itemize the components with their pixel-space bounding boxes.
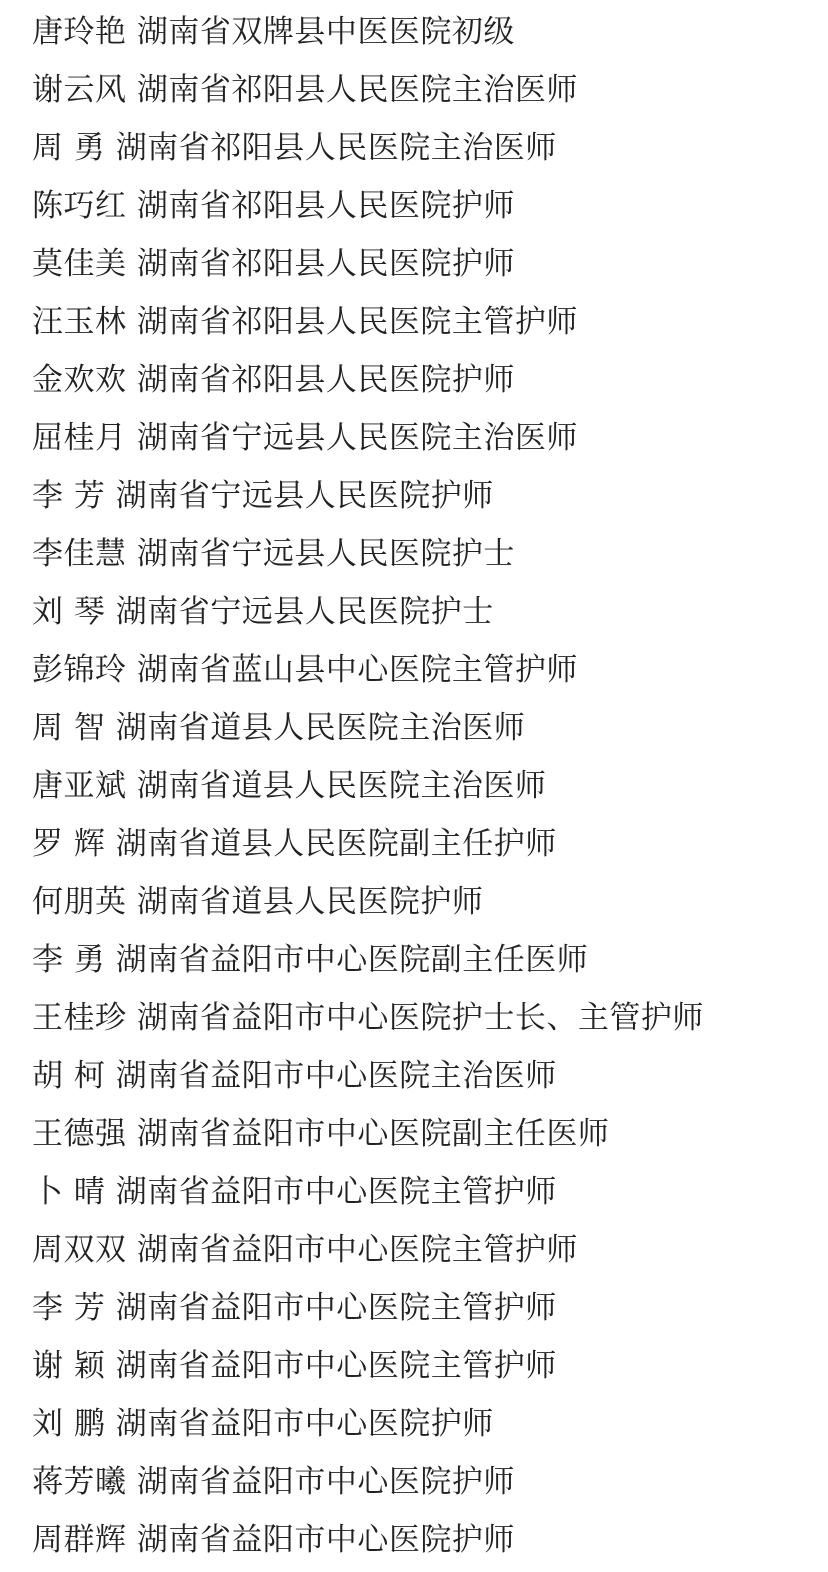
list-item: 刘 琴 湖南省宁远县人民医院护士 bbox=[32, 594, 494, 630]
list-item: 周 智 湖南省道县人民医院主治医师 bbox=[32, 710, 526, 746]
list-item: 王德强 湖南省益阳市中心医院副主任医师 bbox=[32, 1116, 610, 1152]
list-item: 周双双 湖南省益阳市中心医院主管护师 bbox=[32, 1232, 578, 1268]
list-item: 金欢欢 湖南省祁阳县人民医院护师 bbox=[32, 362, 515, 398]
list-item: 屈桂月 湖南省宁远县人民医院主治医师 bbox=[32, 420, 578, 456]
list-item: 彭锦玲 湖南省蓝山县中心医院主管护师 bbox=[32, 652, 578, 688]
list-item: 李 芳 湖南省益阳市中心医院主管护师 bbox=[32, 1290, 557, 1326]
list-item: 蒋芳曦 湖南省益阳市中心医院护师 bbox=[32, 1464, 515, 1500]
list-item: 李佳慧 湖南省宁远县人民医院护士 bbox=[32, 536, 515, 572]
list-item: 唐玲艳 湖南省双牌县中医医院初级 bbox=[32, 14, 515, 50]
list-item: 李 勇 湖南省益阳市中心医院副主任医师 bbox=[32, 942, 589, 978]
list-item: 汪玉林 湖南省祁阳县人民医院主管护师 bbox=[32, 304, 578, 340]
list-item: 周 勇 湖南省祁阳县人民医院主治医师 bbox=[32, 130, 557, 166]
staff-list bbox=[32, 6, 704, 1572]
list-item: 卜 晴 湖南省益阳市中心医院主管护师 bbox=[32, 1174, 557, 1210]
list-item: 莫佳美 湖南省祁阳县人民医院护师 bbox=[32, 246, 515, 282]
list-item: 周群辉 湖南省益阳市中心医院护师 bbox=[32, 1522, 515, 1558]
list-item: 谢 颖 湖南省益阳市中心医院主管护师 bbox=[32, 1348, 557, 1384]
list-item: 王桂珍 湖南省益阳市中心医院护士长、主管护师 bbox=[32, 1000, 704, 1036]
list-item: 何朋英 湖南省道县人民医院护师 bbox=[32, 884, 484, 920]
list-item: 胡 柯 湖南省益阳市中心医院主治医师 bbox=[32, 1058, 557, 1094]
list-item: 陈巧红 湖南省祁阳县人民医院护师 bbox=[32, 188, 515, 224]
list-item: 谢云风 湖南省祁阳县人民医院主治医师 bbox=[32, 72, 578, 108]
list-item: 刘 鹏 湖南省益阳市中心医院护师 bbox=[32, 1406, 494, 1442]
list-item: 李 芳 湖南省宁远县人民医院护师 bbox=[32, 478, 494, 514]
list-item: 罗 辉 湖南省道县人民医院副主任护师 bbox=[32, 826, 557, 862]
list-item: 唐亚斌 湖南省道县人民医院主治医师 bbox=[32, 768, 547, 804]
